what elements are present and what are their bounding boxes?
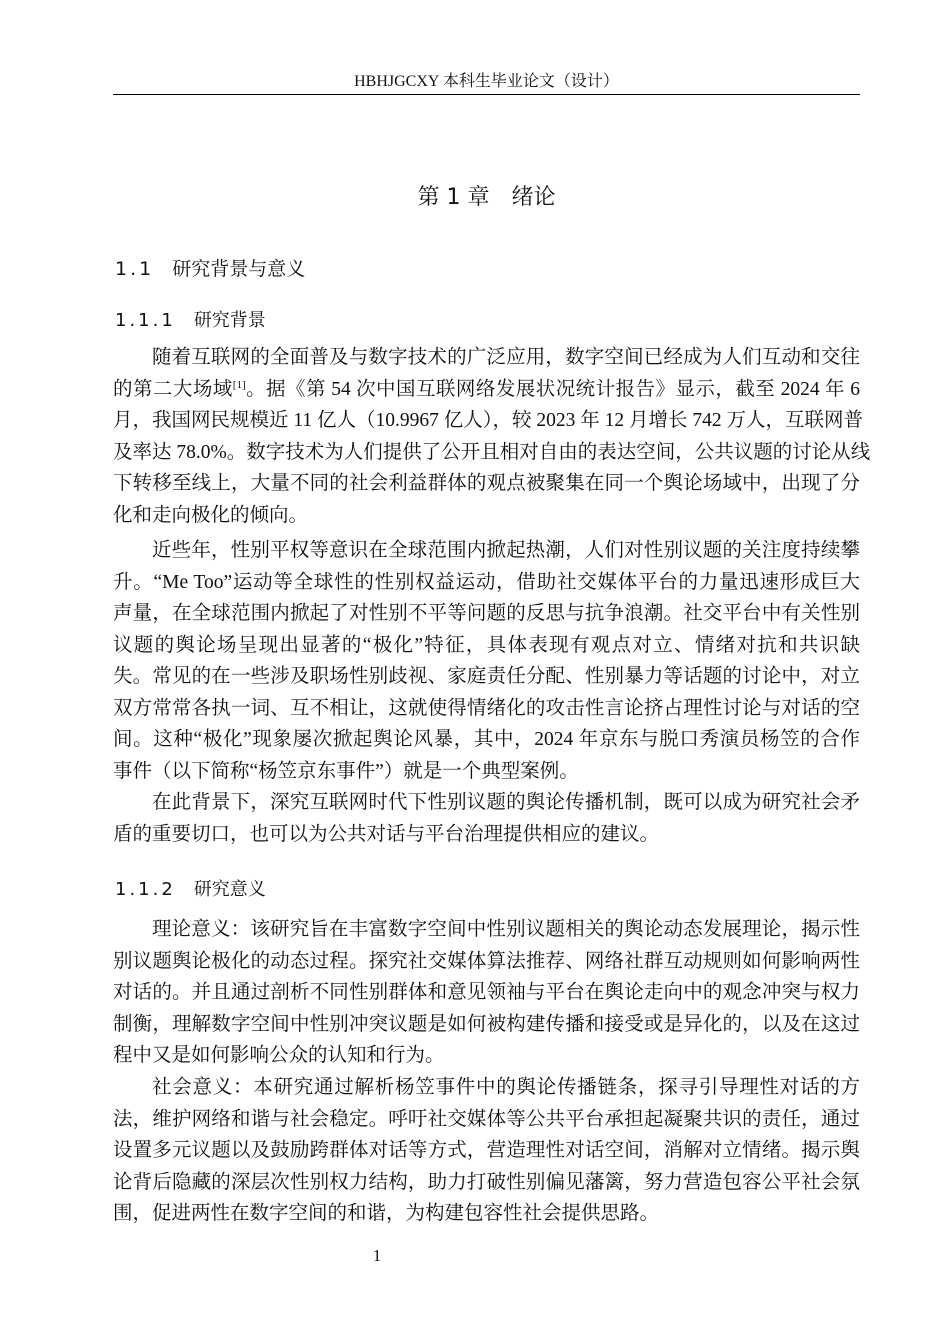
paragraph-background-2 [113,535,860,787]
text-line: 程中又是如何影响公众的认知和行为。 [113,1045,445,1066]
paragraph-significance-social [113,1072,860,1230]
page-header-title: HBHJGCXY 本科生毕业论文（设计） [354,73,619,90]
text-line: 间。这种“极化”现象屡次掀起舆论风暴，其中，2024 年京东与脱口秀演员杨笠的合作 [113,729,860,750]
paragraph-significance-theory [113,914,860,1072]
text-line: 议题的舆论场呈现出显著的“极化”特征，具体表现有观点对立、情绪对抗和共识缺 [113,634,860,656]
text-line: 事件（以下简称“杨笠京东事件”）就是一个典型案例。 [113,760,579,782]
section-title: 研究背景 [193,310,266,331]
text-line: 理论意义：该研究旨在丰富数字空间中性别议题相关的舆论动态发展理论，揭示性 [152,919,860,940]
text-line: 围，促进两性在数字空间的和谐，为构建包容性社会提供思路。 [113,1203,660,1224]
section-number: 1.1.1 [115,310,176,331]
text-run: 。据《第 54 次中国互联网络发展状况统计报告》显示，截至 2024 年 6 [245,378,860,400]
section-number: 1.1.2 [115,879,176,900]
text-line: 别议题舆论极化的动态过程。探究社交媒体算法推荐、网络社群互动规则如何影响两性 [113,950,860,972]
text-run: 的第二大场域 [113,378,233,400]
text-line: 法，维护网络和谐与社会稳定。呼吁社交媒体等公共平台承担起凝聚共识的责任，通过 [113,1108,860,1130]
text-line: 近些年，性别平权等意识在全球范围内掀起热潮，人们对性别议题的关注度持续攀 [152,540,860,561]
text-line: 社会意义：本研究通过解析杨笠事件中的舆论传播链条，探寻引导理性对话的方 [152,1077,860,1098]
text-line: 设置多元议题以及鼓励跨群体对话等方式，营造理性对话空间，消解对立情绪。揭示舆 [113,1140,860,1161]
text-line: 盾的重要切口，也可以为公共对话与平台治理提供相应的建议。 [113,823,660,845]
text-line [113,374,860,406]
text-line: 论背后隐藏的深层次性别权力结构，助力打破性别偏见藩篱，努力营造包容公平社会氛 [113,1171,860,1193]
text-line: 化和走向极化的倾向。 [113,504,309,526]
text-line: 下转移至线上，大量不同的社会利益群体的观点被聚集在同一个舆论场域中，出现了分 [113,473,860,494]
section-heading-1-1 [115,254,305,281]
header-divider [113,94,860,95]
text-line: 月，我国网民规模近 11 亿人（10.9967 亿人），较 2023 年 12 月增长 742 万人，互联网普 [113,410,864,431]
citation-ref[interactable]: [1] [232,378,246,391]
text-line: 升。“Me Too”运动等全球性的性别权益运动，借助社交媒体平台的力量迅速形成巨大 [113,571,860,593]
text-line: 失。常见的在一些涉及职场性别歧视、家庭责任分配、性别暴力等话题的讨论中，对立 [113,666,860,687]
chapter-title: 第 1 章 绪论 [417,185,556,210]
section-number: 1.1 [115,258,155,280]
text-line: 对话的。并且通过剖析不同性别群体和意见领袖与平台在舆论走向中的观念冲突与权力 [113,982,860,1003]
section-heading-1-1-1 [115,306,266,332]
text-line: 随着互联网的全面普及与数字技术的广泛应用，数字空间已经成为人们互动和交往 [152,347,860,368]
text-line: 声量，在全球范围内掀起了对性别不平等问题的反思与抗争浪潮。社交平台中有关性别 [113,603,860,624]
paragraph-background-3 [113,787,860,850]
section-title: 研究意义 [193,879,266,900]
paragraph-background-1 [113,342,871,531]
text-line: 制衡，理解数字空间中性别冲突议题是如何被构建传播和接受或是异化的，以及在这过 [113,1013,860,1035]
page-number: 1 [372,1246,382,1265]
text-line: 双方常常各执一词、互不相让，这就使得情绪化的攻击性言论挤占理性讨论与对话的空 [113,697,860,719]
section-title: 研究背景与意义 [172,258,306,280]
text-line: 在此背景下，深究互联网时代下性别议题的舆论传播机制，既可以成为研究社会矛 [152,792,860,813]
section-heading-1-1-2 [115,875,266,901]
text-line: 及率达 78.0%。数字技术为人们提供了公开且相对自由的表达空间，公共议题的讨论从线 [113,441,871,463]
